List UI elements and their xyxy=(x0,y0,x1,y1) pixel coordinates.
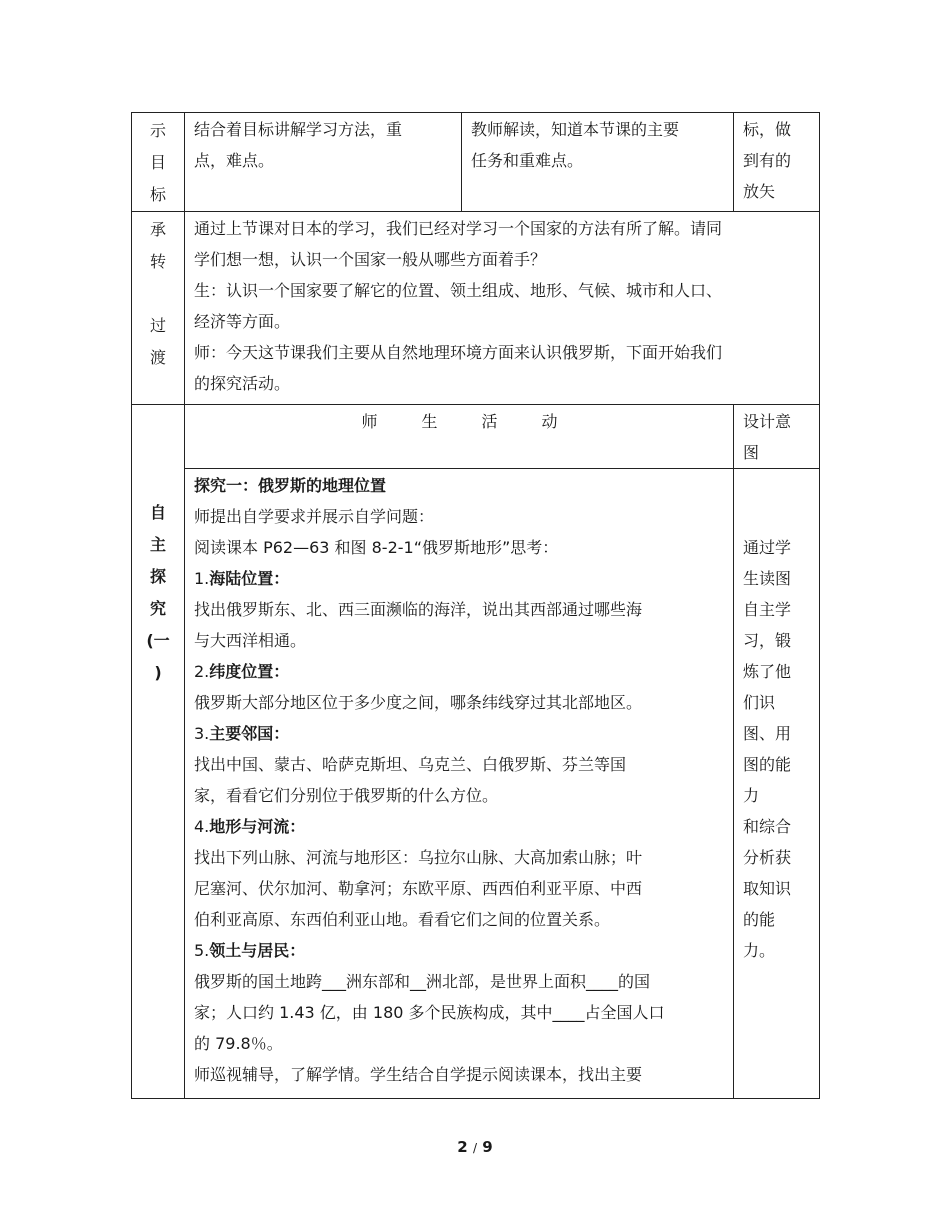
item-5-head: 5.领土与居民： xyxy=(194,941,306,960)
design-intent-header: 设计意 图 xyxy=(734,405,820,469)
lesson-plan-table xyxy=(131,112,820,1099)
item-2-head: 2.纬度位置： xyxy=(194,662,290,681)
inquiry-content: 探究一：俄罗斯的地理位置 师提出自学要求并展示自学问题： 阅读课本 P62—63 和图 8-2-1“俄罗斯地形”思考： 1.海陆位置： 找出俄罗斯东、北、西三面濒临的海洋，说出其西部通过哪些海 与大西洋相通。 2.纬度位置： 俄罗斯大部分地区位于多少度之间，哪条纬线穿过其北部地区。 3.主要邻国： 找出中国、蒙古、哈萨克斯坦、乌克兰、白俄罗斯、芬兰等国 家，看看它们分别位于俄罗斯的什么方位。 4.地形与河流： 找出下列山脉、河流与地形区：乌拉尔山脉、大高加索山脉；叶 尼塞河、伏尔加河、勒拿河；东欧平原、西西伯利亚平原、中西 伯利亚高原、东西伯利亚山地。看看它们之间的位置关系。 5.领土与居民： 俄罗斯的国土地跨___洲东部和__洲北部，是世界上面积____的国 家；人口约 1.43 亿，由 180 多个民族构成，其中____占全国人口 的 79.8％。 师巡视辅导，了解学情。学生结合自学提示阅读课本，找出主要 xyxy=(185,469,734,1099)
item-4-head: 4.地形与河流： xyxy=(194,817,306,836)
transition-label: 承 转 过 渡 xyxy=(132,212,185,405)
inquiry-intro-2: 阅读课本 P62—63 和图 8-2-1“俄罗斯地形”思考： xyxy=(194,538,559,557)
activity-header: 师 生 活 动 xyxy=(185,405,734,469)
transition-row xyxy=(132,212,820,405)
activity-header-row xyxy=(132,405,820,469)
objectives-label: 示 目 标 xyxy=(132,113,185,212)
transition-text: 通过上节课对日本的学习，我们已经对学习一个国家的方法有所了解。请同 学们想一想，认识一个国家一般从哪些方面着手？ 生：认识一个国家要了解它的位置、领土组成、地形、气候、城市和人口、 经济等方面。 师：今天这节课我们主要从自然地理环境方面来认识俄罗斯，下面开始我们 的探究活动。 xyxy=(185,212,820,405)
inquiry-intro: 师提出自学要求并展示自学问题： xyxy=(194,507,435,526)
inquiry-label: 自 主 探 究 (一 ) xyxy=(132,405,185,1099)
inquiry-body-row xyxy=(132,469,820,1099)
inquiry-closing: 师巡视辅导，了解学情。学生结合自学提示阅读课本，找出主要 xyxy=(194,1065,643,1084)
item-1-head: 1.海陆位置： xyxy=(194,569,290,588)
item-3-head: 3.主要邻国： xyxy=(194,724,290,743)
method-cell: 结合着目标讲解学习方法，重 点，难点。 xyxy=(185,113,462,212)
intent-cell: 标，做 到有的 放矢 xyxy=(734,113,820,212)
teacher-cell: 教师解读，知道本节课的主要 任务和重难点。 xyxy=(462,113,734,212)
page-number: 2 / 9 xyxy=(457,1138,493,1156)
objectives-row xyxy=(132,113,820,212)
inquiry-title: 探究一：俄罗斯的地理位置 xyxy=(194,476,387,495)
design-intent-body: 通过学 生读图 自主学 习，锻 炼了他 们识 图、用 图的能 力 和综合 分析获 取知识 的能 力。 xyxy=(734,469,820,1099)
